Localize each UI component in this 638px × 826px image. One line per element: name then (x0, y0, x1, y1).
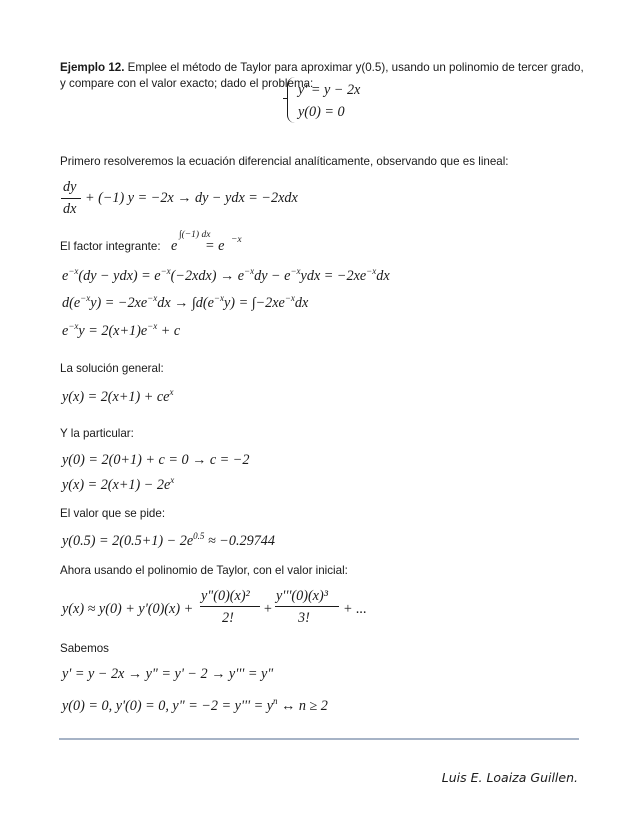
taylor-numerator-2: y"(0)(x)² (201, 588, 250, 604)
taylor-tail: + ... (343, 601, 367, 617)
derivation-step-1: $e^{-x}(dy - ydx) = e^{-x}(-2xdx) \to e^{-x}dy - e^{-x}ydx = -2xe^{-x}dx$ (62, 266, 390, 284)
taylor-numerator-3: y'''(0)(x)³ (276, 588, 328, 604)
general-solution-label: La solución general: (60, 362, 164, 375)
particular-equation-1: y(0) = 2(0+1) + c = 0 → c = −2 (62, 452, 250, 468)
system-equation-2: y(0) = 0 (298, 104, 345, 120)
example-label: Ejemplo 12. (60, 61, 125, 74)
taylor-label: Ahora usando el polinomio de Taylor, con el valor inicial: (60, 564, 348, 577)
footer-author: Luis E. Loaiza Guillen. (441, 770, 578, 785)
linear-equation: + (−1) y = −2x → dy − ydx = −2xdx (85, 190, 298, 206)
system-brace-tip (283, 98, 288, 99)
taylor-lhs: y(x) ≈ y(0) + y'(0)(x) + (62, 601, 194, 617)
taylor-denominator-3: 3! (298, 610, 310, 626)
integrating-factor-label: El factor integrante: (60, 240, 161, 253)
particular-solution-label: Y la particular: (60, 427, 134, 440)
system-brace (287, 77, 296, 123)
system-equation-1: y' = y − 2x (298, 82, 361, 98)
integrating-factor-base: e (171, 238, 178, 254)
footer-rule (59, 738, 579, 740)
requested-value-label: El valor que se pide: (60, 507, 166, 520)
known-equation-1: y' = y − 2x → y" = y' − 2 → y''' = y" (62, 666, 274, 682)
fraction-numerator: dy (63, 179, 77, 195)
general-solution-equation: $y(x) = 2(x+1) + ce^x$ (62, 387, 174, 405)
known-label: Sabemos (60, 642, 109, 655)
example-statement-line1: Emplee el método de Taylor para aproximar y(0.5), usando un polinomio de tercer grado, (124, 61, 584, 74)
integrating-factor-result: = e (205, 238, 225, 254)
example-statement (60, 60, 584, 76)
integrating-factor-result-exponent: −x (231, 235, 242, 245)
taylor-fraction-bar-3 (275, 606, 339, 607)
fraction-bar (61, 198, 81, 199)
known-equation-2: y(0) = 0, y'(0) = 0, y" = $-2 = y''' = y^n$ ↔ n ≥ 2 (62, 696, 328, 714)
derivation-step-2: $d(e^{-x}y) = -2xe^{-x}dx \to \int d(e^{-x}y) = \int-2xe^{-x}dx$ (62, 293, 309, 311)
intro-text: Primero resolveremos la ecuación diferencial analíticamente, observando que es lineal: (60, 155, 509, 168)
fraction-denominator: dx (63, 201, 77, 217)
example-statement-line2: y compare con el valor exacto; dado el problema: (60, 77, 314, 90)
derivation-step-3: $e^{-x}y = 2(x+1)e^{-x} + c$ (62, 321, 181, 339)
taylor-fraction-bar-2 (200, 606, 260, 607)
taylor-denominator-2: 2! (222, 610, 234, 626)
integrating-factor-exponent: ∫(−1) dx (179, 230, 211, 240)
requested-value-equation: $y(0.5) = 2(0.5+1) - 2e^{0.5} \approx -0.29744$ (62, 531, 275, 549)
particular-equation-2: $y(x) = 2(x+1) - 2e^x$ (62, 475, 175, 493)
taylor-plus: + (263, 601, 273, 617)
